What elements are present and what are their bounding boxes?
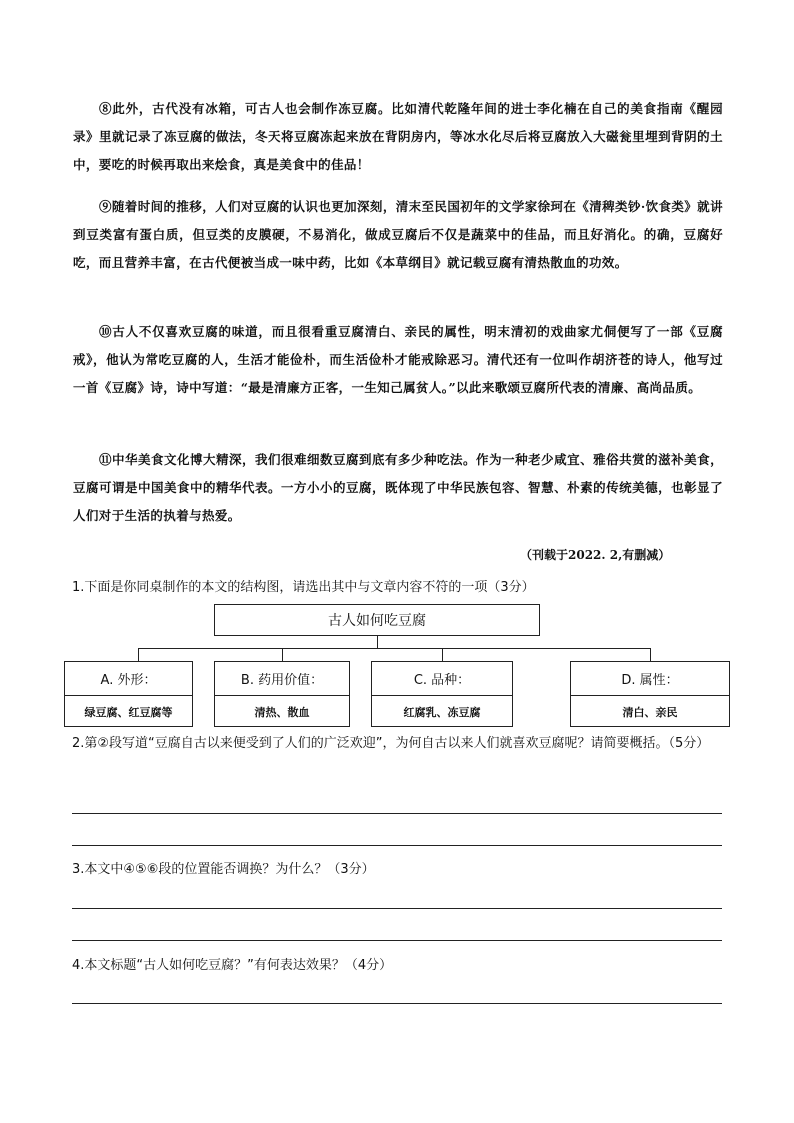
connector-stem bbox=[377, 636, 378, 648]
option-d-body: 清白、亲民 bbox=[622, 706, 678, 719]
question-4: 4.本文标题“古人如何吃豆腐？”有何表达效果？（4分） bbox=[72, 958, 393, 973]
option-a-body: 绿豆腐、红豆腐等 bbox=[84, 706, 173, 719]
answer-line-3b[interactable] bbox=[72, 940, 722, 941]
connector-c bbox=[442, 648, 443, 661]
option-d-head: D. 属性： bbox=[571, 662, 729, 696]
option-a-box[interactable] bbox=[64, 661, 193, 727]
connector-bar bbox=[138, 648, 650, 649]
answer-line-3a[interactable] bbox=[72, 908, 722, 909]
question-3: 3.本文中④⑤⑥段的位置能否调换？为什么？（3分） bbox=[72, 862, 375, 877]
option-b-body: 清热、散血 bbox=[254, 706, 310, 719]
connector-b bbox=[282, 648, 283, 661]
paragraph-10: ⑩古人不仅喜欢豆腐的味道，而且很看重豆腐清白、亲民的属性，明末清初的戏曲家尤侗便写了一部《豆腐戒》，他认为常吃豆腐的人，生活才能俭朴，而生活俭朴才能戒除恶习。清代还有一位叫作胡济苍的诗人，他写过一首《豆腐》诗，诗中写道：“最是清廉方正客，一生知己属贫人。”以此来歌颂豆腐所代表的清廉、高尚品质。 bbox=[73, 324, 723, 395]
paragraph-8: ⑧此外，古代没有冰箱，可古人也会制作冻豆腐。比如清代乾隆年间的进士李化楠在自己的美食指南《醒园录》里就记录了冻豆腐的做法，冬天将豆腐冻起来放在背阴房内，等冰水化尽后将豆腐放入大磁瓮里埋到背阴的土中，要吃的时候再取出来烩食，真是美食中的佳品！ bbox=[73, 101, 723, 172]
answer-line-4[interactable] bbox=[72, 1003, 722, 1004]
option-c-head: C. 品种： bbox=[372, 662, 512, 696]
connector-d bbox=[650, 648, 651, 661]
source-note: （刊载于2022. 2,有删减） bbox=[520, 548, 671, 562]
question-1: 1.下面是你同桌制作的本文的结构图，请选出其中与文章内容不符的一项（3分） bbox=[72, 580, 535, 595]
question-2: 2.第②段写道“豆腐自古以来便受到了人们的广泛欢迎”，为何自古以来人们就喜欢豆腐呢？请简要概括。（5分） bbox=[72, 736, 710, 751]
diagram-root: 古人如何吃豆腐 bbox=[214, 604, 540, 636]
option-c-body: 红腐乳、冻豆腐 bbox=[403, 706, 481, 719]
option-c-box[interactable] bbox=[371, 661, 513, 727]
answer-line-2a[interactable] bbox=[72, 813, 722, 814]
paragraph-9: ⑨随着时间的推移，人们对豆腐的认识也更加深刻，清末至民国初年的文学家徐珂在《清稗类钞·饮食类》就讲到豆类富有蛋白质，但豆类的皮膜硬，不易消化，做成豆腐后不仅是蔬菜中的佳品，而且好消化。的确，豆腐好吃，而且营养丰富，在古代便被当成一味中药，比如《本草纲目》就记载豆腐有清热散血的功效。 bbox=[73, 199, 723, 270]
option-a-head: A. 外形： bbox=[65, 662, 192, 696]
option-b-box[interactable] bbox=[214, 661, 350, 727]
answer-line-2b[interactable] bbox=[72, 845, 722, 846]
option-d-box[interactable] bbox=[570, 661, 730, 727]
paragraph-11: ⑪中华美食文化博大精深，我们很难细数豆腐到底有多少种吃法。作为一种老少咸宜、雅俗共赏的滋补美食，豆腐可谓是中国美食中的精华代表。一方小小的豆腐，既体现了中华民族包容、智慧、朴素的传统美德，也彰显了人们对于生活的执着与热爱。 bbox=[73, 452, 723, 523]
option-b-head: B. 药用价值： bbox=[215, 662, 349, 696]
connector-a bbox=[138, 648, 139, 661]
